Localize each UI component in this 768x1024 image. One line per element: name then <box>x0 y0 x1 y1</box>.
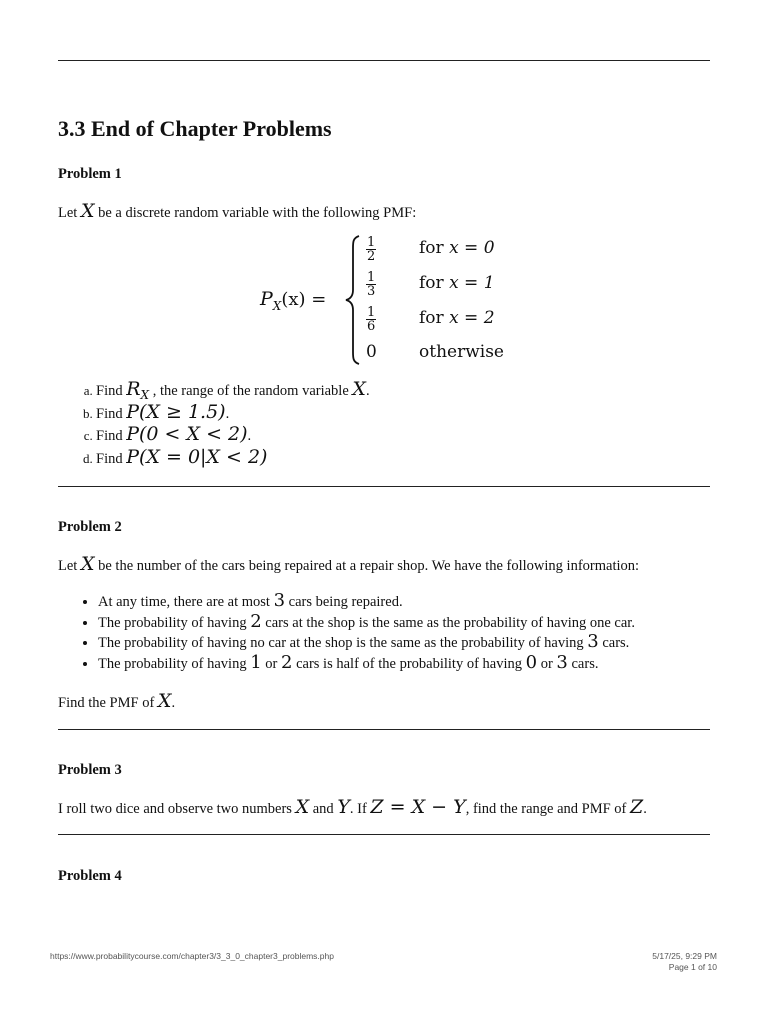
list-item: d. Find P(X = 0|X < 2) <box>96 446 370 469</box>
problem-2-find: Find the PMF of X. <box>58 690 176 712</box>
pmf-case-condition: for x = 0 <box>419 238 495 258</box>
pmf-case-value: $\frac{1}{2}$ <box>367 235 376 264</box>
pmf-lhs <box>260 288 327 313</box>
problem-3-heading: Problem 3 <box>58 762 122 778</box>
footer-datetime: 5/17/25, 9:29 PM <box>652 951 717 961</box>
pmf-case-value: $\frac{1}{3}$ <box>367 270 376 299</box>
page-title: 3.3 End of Chapter Problems <box>58 116 332 141</box>
pmf-case-value: 0 <box>366 342 377 362</box>
pmf-case-condition: for x = 1 <box>419 273 495 293</box>
list-item: • The probability of having 2 cars at the shop is the same as the probability of having one car. <box>98 612 635 633</box>
pmf-case-condition: for x = 2 <box>419 308 495 328</box>
math-var: P <box>260 288 273 310</box>
list-item: c. Find P(0 < X < 2). <box>96 423 370 446</box>
problem-4-heading: Problem 4 <box>58 868 122 884</box>
section-divider <box>58 729 710 730</box>
pmf-case-condition: otherwise <box>419 342 504 362</box>
section-divider <box>58 486 710 487</box>
list-item: b. Find P(X ≥ 1.5). <box>96 401 370 424</box>
top-divider <box>58 60 710 61</box>
math-var: X <box>80 200 95 222</box>
problem-3-text: I roll two dice and observe two numbers X and Y. If Z = X − Y, find the range and PMF of Z. <box>58 796 647 818</box>
footer-page-number: Page 1 of 10 <box>668 962 717 972</box>
problem-1-intro <box>58 200 416 222</box>
list-item: • At any time, there are at most 3 cars being repaired. <box>98 591 635 612</box>
problem-1-list <box>58 378 370 468</box>
list-item: • The probability of having no car at the shop is the same as the probability of having 3 cars. <box>98 632 635 653</box>
problem-2-intro: Let X be the number of the cars being repaired at a repair shop. We have the following information: <box>58 553 640 575</box>
problem-2-heading: Problem 2 <box>58 519 122 535</box>
pmf-equation <box>260 234 520 366</box>
intro-text: be a discrete random variable with the following PMF: <box>94 205 417 221</box>
list-item: • The probability of having 1 or 2 cars is half of the probability of having 0 or 3 cars. <box>98 653 635 674</box>
list-item: a. Find $R_X$ , the range of the random variable X. <box>96 378 370 401</box>
math-subscript: X <box>272 299 282 313</box>
math-text: (x) = <box>281 289 327 310</box>
left-brace-icon <box>344 234 362 366</box>
footer-url: https://www.probabilitycourse.com/chapter3/3_3_0_chapter3_problems.php <box>50 951 334 961</box>
intro-text: Let <box>58 205 81 221</box>
section-divider <box>58 834 710 835</box>
problem-1-heading: Problem 1 <box>58 166 122 182</box>
problem-2-bullets <box>58 591 635 673</box>
pmf-case-value: $\frac{1}{6}$ <box>367 305 376 334</box>
